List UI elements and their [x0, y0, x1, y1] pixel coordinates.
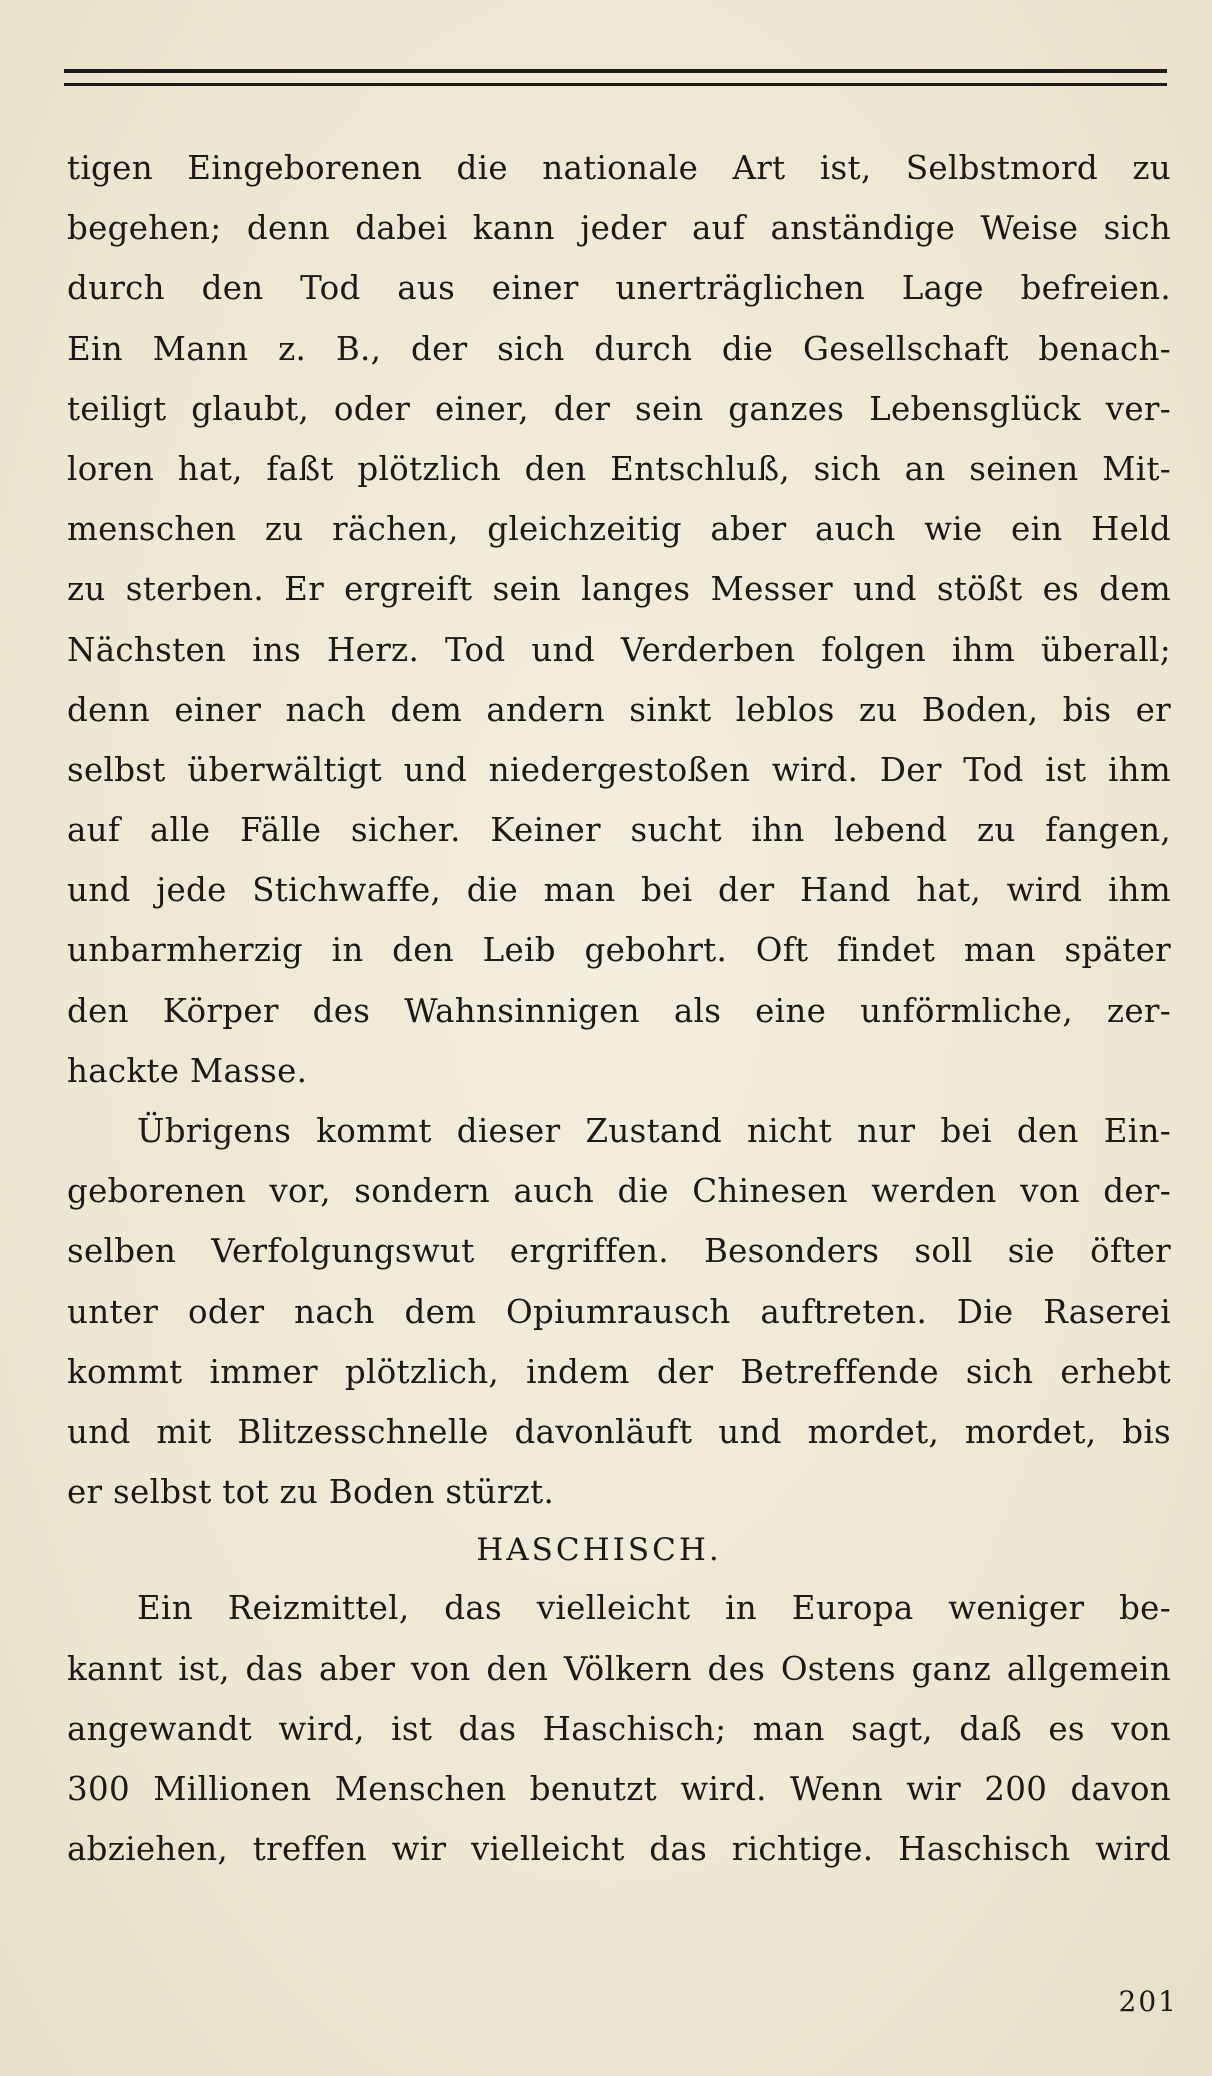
text-line: kannt ist, das aber von den Völkern des Ostens ganz allgemein	[67, 1649, 1171, 1688]
text-line: unbarmherzig in den Leib gebohrt. Oft findet man später	[67, 931, 1171, 970]
text-line: auf alle Fälle sicher. Keiner sucht ihn lebend zu fangen,	[67, 811, 1171, 850]
text-line: Nächsten ins Herz. Tod und Verderben folgen ihm überall;	[67, 630, 1171, 669]
text-line: den Körper des Wahnsinnigen als eine unförmliche, zer-	[67, 991, 1171, 1030]
text-line: Ein Mann z. B., der sich durch die Gesellschaft benach-	[67, 329, 1171, 368]
text-line: durch den Tod aus einer unerträglichen Lage befreien.	[67, 269, 1171, 308]
text-line: loren hat, faßt plötzlich den Entschluß, sich an seinen Mit-	[67, 449, 1171, 488]
header-rule-thick	[64, 69, 1167, 73]
text-line: selbst überwältigt und niedergestoßen wird. Der Tod ist ihm	[67, 750, 1171, 789]
text-line: begehen; denn dabei kann jeder auf anständige Weise sich	[67, 209, 1171, 248]
text-line: teiligt glaubt, oder einer, der sein ganzes Lebensglück ver-	[67, 389, 1171, 428]
header-rule-thin	[64, 83, 1167, 86]
text-line: tigen Eingeborenen die nationale Art ist, Selbstmord zu	[67, 149, 1171, 187]
text-line: selben Verfolgungswut ergriffen. Besonders soll sie öfter	[67, 1232, 1171, 1271]
text-line: geborenen vor, sondern auch die Chinesen werden von der-	[67, 1172, 1171, 1211]
body-text	[67, 138, 1171, 1879]
text-line: menschen zu rächen, gleichzeitig aber auch wie ein Held	[67, 510, 1171, 549]
text-line: abziehen, treffen wir vielleicht das richtige. Haschisch wird	[67, 1830, 1171, 1869]
text-line: Übrigens kommt dieser Zustand nicht nur bei den Ein-	[137, 1112, 1171, 1150]
text-line: kommt immer plötzlich, indem der Betreffende sich erhebt	[67, 1352, 1171, 1391]
text-line: 300 Millionen Menschen benutzt wird. Wenn wir 200 davon	[67, 1769, 1171, 1808]
section-heading: HASCHISCH.	[476, 1532, 722, 1569]
text-line: und jede Stichwaffe, die man bei der Hand hat, wird ihm	[67, 871, 1171, 910]
text-line: zu sterben. Er ergreift sein langes Messer und stößt es dem	[67, 570, 1171, 609]
text-line: unter oder nach dem Opiumrausch auftreten. Die Raserei	[67, 1292, 1171, 1331]
text-line: Ein Reizmittel, das vielleicht in Europa weniger be-	[137, 1589, 1171, 1628]
text-line: und mit Blitzesschnelle davonläuft und mordet, mordet, bis	[67, 1412, 1171, 1451]
page-number: 201	[1118, 1985, 1178, 2018]
text-line: angewandt wird, ist das Haschisch; man sagt, daß es von	[67, 1709, 1171, 1748]
text-line: hackte Masse.	[67, 1051, 308, 1090]
text-line: er selbst tot zu Boden stürzt.	[67, 1473, 555, 1512]
text-line: denn einer nach dem andern sinkt leblos zu Boden, bis er	[67, 690, 1171, 729]
